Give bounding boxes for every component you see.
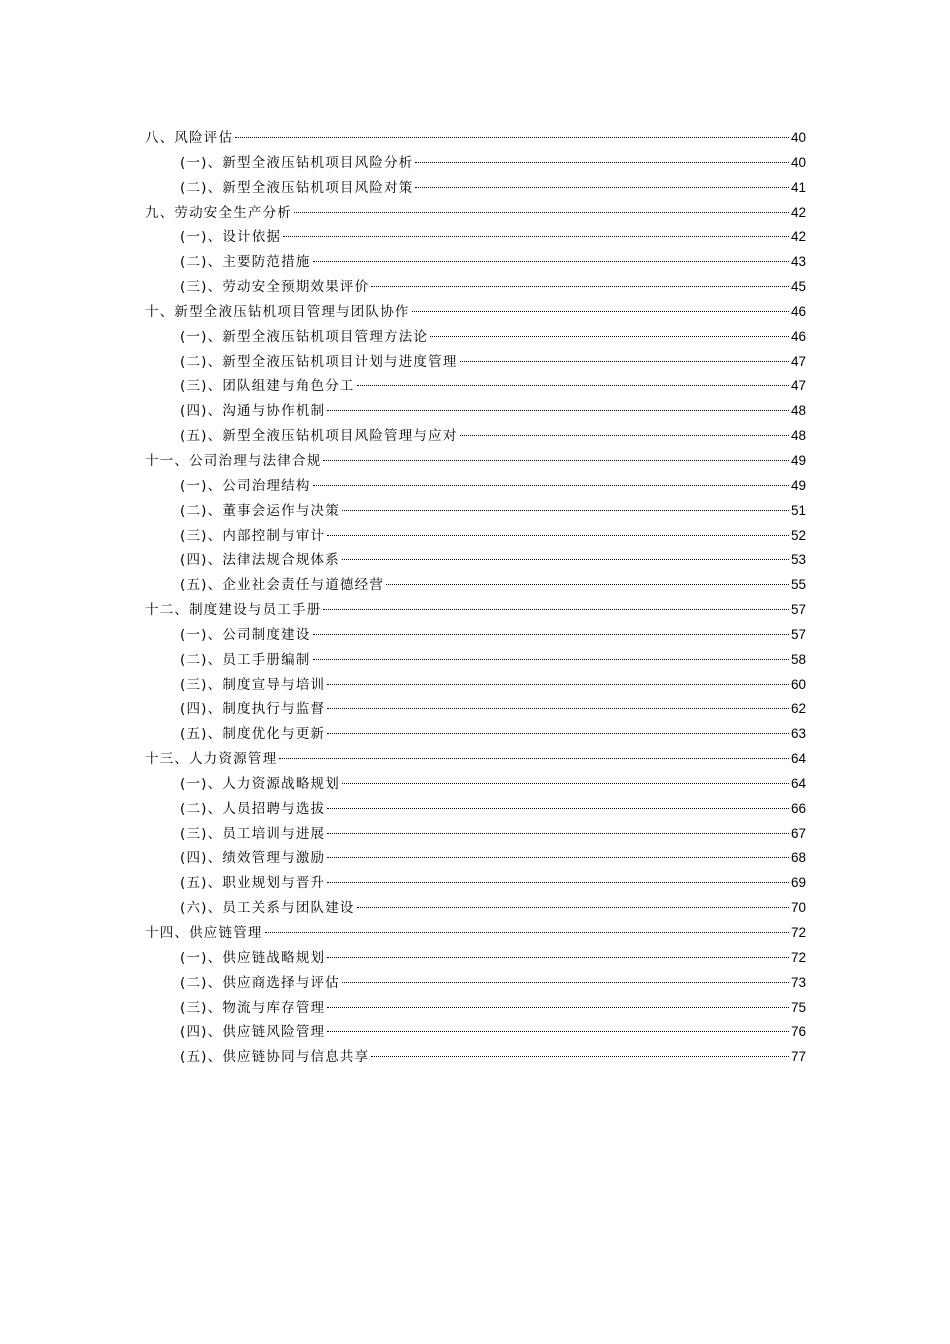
toc-entry-title: (二)、董事会运作与决策 — [180, 502, 340, 519]
toc-page-number: 48 — [790, 403, 806, 419]
toc-entry-title: (一)、人力资源战略规划 — [180, 775, 340, 792]
toc-section-entry[interactable] — [145, 797, 806, 822]
toc-entry-title: (三)、员工培训与进展 — [180, 825, 326, 842]
toc-entry-title: (五)、制度优化与更新 — [180, 726, 326, 743]
toc-page-number: 48 — [790, 428, 806, 444]
toc-section-entry[interactable] — [145, 1045, 806, 1070]
toc-entry-title: 十三、人力资源管理 — [145, 751, 278, 768]
toc-page-number: 72 — [790, 949, 806, 965]
toc-entry-title: 八、风险评估 — [145, 130, 234, 146]
toc-section-entry[interactable] — [145, 946, 806, 971]
toc-entry-title: (二)、新型全液压钻机项目风险对策 — [180, 179, 414, 196]
toc-page-number: 45 — [790, 279, 806, 295]
toc-page-number: 60 — [790, 676, 806, 692]
toc-section-entry[interactable] — [145, 474, 806, 499]
toc-section-entry[interactable] — [145, 325, 806, 350]
toc-page-number: 55 — [790, 577, 806, 593]
toc-entry-title: 十二、制度建设与员工手册 — [145, 602, 322, 619]
toc-dot-leader — [283, 236, 789, 237]
toc-dot-leader — [327, 833, 789, 834]
toc-dot-leader — [313, 261, 789, 262]
toc-section-entry[interactable] — [145, 548, 806, 573]
toc-entry-title: (四)、沟通与协作机制 — [180, 403, 326, 420]
table-of-contents — [145, 126, 806, 1070]
toc-entry-title: (四)、制度执行与监督 — [180, 701, 326, 718]
toc-page-number: 57 — [790, 626, 806, 642]
toc-section-entry[interactable] — [145, 822, 806, 847]
toc-dot-leader — [342, 783, 789, 784]
toc-dot-leader — [386, 584, 789, 585]
toc-section-entry[interactable] — [145, 697, 806, 722]
toc-page-number: 51 — [790, 502, 806, 518]
toc-page-number: 43 — [790, 254, 806, 270]
toc-page-number: 42 — [790, 229, 806, 245]
toc-section-entry[interactable] — [145, 151, 806, 176]
toc-entry-title: (五)、新型全液压钻机项目风险管理与应对 — [180, 428, 458, 445]
toc-page-number: 57 — [790, 602, 806, 618]
toc-dot-leader — [371, 286, 789, 287]
toc-section-entry[interactable] — [145, 648, 806, 673]
toc-section-entry[interactable] — [145, 275, 806, 300]
toc-page-number: 67 — [790, 825, 806, 841]
toc-page-number: 75 — [790, 999, 806, 1015]
toc-dot-leader — [327, 857, 789, 858]
toc-page-number: 73 — [790, 974, 806, 990]
toc-entry-title: (五)、职业规划与晋升 — [180, 875, 326, 892]
toc-page-number: 41 — [790, 179, 806, 195]
toc-entry-title: (二)、人员招聘与选拔 — [180, 800, 326, 817]
toc-page-number: 52 — [790, 527, 806, 543]
toc-dot-leader — [279, 758, 789, 759]
toc-entry-title: (一)、新型全液压钻机项目管理方法论 — [180, 328, 429, 345]
toc-dot-leader — [235, 137, 789, 138]
toc-entry-title: (五)、企业社会责任与道德经营 — [180, 577, 385, 594]
toc-entry-title: (三)、劳动安全预期效果评价 — [180, 279, 370, 296]
toc-dot-leader — [327, 535, 789, 536]
toc-section-entry[interactable] — [145, 250, 806, 275]
toc-page-number: 58 — [790, 651, 806, 667]
toc-dot-leader — [294, 212, 789, 213]
toc-page-number: 49 — [790, 477, 806, 493]
toc-page-number: 46 — [790, 303, 806, 319]
toc-dot-leader — [412, 311, 789, 312]
toc-entry-title: (五)、供应链协同与信息共享 — [180, 1049, 370, 1066]
toc-page-number: 66 — [790, 800, 806, 816]
toc-page-number: 69 — [790, 875, 806, 891]
toc-entry-title: 十一、公司治理与法律合规 — [145, 452, 322, 469]
toc-chapter-entry[interactable] — [145, 126, 806, 151]
toc-section-entry[interactable] — [145, 722, 806, 747]
toc-section-entry[interactable] — [145, 623, 806, 648]
toc-entry-title: (四)、法律法规合规体系 — [180, 552, 340, 569]
toc-dot-leader — [327, 1031, 789, 1032]
toc-entry-title: (一)、新型全液压钻机项目风险分析 — [180, 154, 414, 171]
toc-chapter-entry[interactable] — [145, 201, 806, 226]
toc-dot-leader — [342, 982, 789, 983]
toc-dot-leader — [327, 882, 789, 883]
toc-dot-leader — [327, 957, 789, 958]
toc-page-number: 64 — [790, 775, 806, 791]
toc-chapter-entry[interactable] — [145, 747, 806, 772]
toc-dot-leader — [430, 336, 789, 337]
toc-section-entry[interactable] — [145, 996, 806, 1021]
toc-page-number: 70 — [790, 900, 806, 916]
toc-page-number: 53 — [790, 552, 806, 568]
toc-dot-leader — [415, 162, 789, 163]
toc-dot-leader — [313, 485, 789, 486]
toc-section-entry[interactable] — [145, 1020, 806, 1045]
toc-chapter-entry[interactable] — [145, 449, 806, 474]
toc-dot-leader — [342, 559, 789, 560]
toc-page-number: 40 — [790, 154, 806, 170]
toc-dot-leader — [357, 385, 789, 386]
toc-entry-title: (二)、主要防范措施 — [180, 254, 311, 271]
toc-page-number: 76 — [790, 1024, 806, 1040]
toc-dot-leader — [327, 410, 789, 411]
toc-page-number: 47 — [790, 353, 806, 369]
toc-dot-leader — [357, 907, 789, 908]
toc-section-entry[interactable] — [145, 499, 806, 524]
toc-page-number: 62 — [790, 701, 806, 717]
toc-page-number: 40 — [790, 130, 806, 145]
toc-page-number: 42 — [790, 204, 806, 220]
toc-page-number: 77 — [790, 1049, 806, 1065]
toc-entry-title: (三)、内部控制与审计 — [180, 527, 326, 544]
toc-entry-title: (二)、供应商选择与评估 — [180, 974, 340, 991]
toc-dot-leader — [327, 1007, 789, 1008]
toc-entry-title: (二)、员工手册编制 — [180, 651, 311, 668]
toc-dot-leader — [415, 187, 789, 188]
toc-entry-title: (一)、设计依据 — [180, 229, 282, 246]
toc-entry-title: (一)、供应链战略规划 — [180, 949, 326, 966]
toc-section-entry[interactable] — [145, 374, 806, 399]
toc-dot-leader — [460, 361, 789, 362]
toc-entry-title: (一)、公司制度建设 — [180, 626, 311, 643]
toc-dot-leader — [265, 932, 789, 933]
toc-page-number: 63 — [790, 726, 806, 742]
toc-chapter-entry[interactable] — [145, 598, 806, 623]
toc-dot-leader — [327, 808, 789, 809]
toc-page-number: 49 — [790, 452, 806, 468]
toc-entry-title: 十、新型全液压钻机项目管理与团队协作 — [145, 303, 410, 320]
toc-page-number: 68 — [790, 850, 806, 866]
toc-section-entry[interactable] — [145, 871, 806, 896]
toc-section-entry[interactable] — [145, 673, 806, 698]
toc-section-entry[interactable] — [145, 772, 806, 797]
toc-entry-title: (三)、团队组建与角色分工 — [180, 378, 355, 395]
toc-section-entry[interactable] — [145, 225, 806, 250]
toc-section-entry[interactable] — [145, 896, 806, 921]
toc-dot-leader — [323, 609, 789, 610]
toc-section-entry[interactable] — [145, 399, 806, 424]
toc-entry-title: (三)、物流与库存管理 — [180, 999, 326, 1016]
toc-dot-leader — [342, 510, 789, 511]
toc-section-entry[interactable] — [145, 176, 806, 201]
toc-chapter-entry[interactable] — [145, 921, 806, 946]
toc-dot-leader — [327, 684, 789, 685]
toc-dot-leader — [371, 1056, 789, 1057]
toc-page-number: 47 — [790, 378, 806, 394]
toc-section-entry[interactable] — [145, 524, 806, 549]
toc-section-entry[interactable] — [145, 350, 806, 375]
toc-entry-title: (一)、公司治理结构 — [180, 477, 311, 494]
toc-section-entry[interactable] — [145, 971, 806, 996]
toc-dot-leader — [327, 708, 789, 709]
toc-section-entry[interactable] — [145, 846, 806, 871]
toc-section-entry[interactable] — [145, 424, 806, 449]
toc-section-entry[interactable] — [145, 573, 806, 598]
toc-entry-title: 九、劳动安全生产分析 — [145, 204, 292, 221]
toc-dot-leader — [323, 460, 789, 461]
toc-entry-title: (二)、新型全液压钻机项目计划与进度管理 — [180, 353, 458, 370]
toc-entry-title: (四)、绩效管理与激励 — [180, 850, 326, 867]
toc-page-number: 46 — [790, 328, 806, 344]
toc-page-number: 64 — [790, 751, 806, 767]
toc-entry-title: (四)、供应链风险管理 — [180, 1024, 326, 1041]
toc-entry-title: 十四、供应链管理 — [145, 925, 263, 941]
toc-dot-leader — [460, 435, 789, 436]
toc-entry-title: (三)、制度宣导与培训 — [180, 676, 326, 693]
toc-dot-leader — [313, 634, 789, 635]
toc-page-number: 72 — [790, 925, 806, 940]
toc-dot-leader — [313, 659, 789, 660]
toc-dot-leader — [327, 733, 789, 734]
toc-entry-title: (六)、员工关系与团队建设 — [180, 900, 355, 917]
toc-chapter-entry[interactable] — [145, 300, 806, 325]
